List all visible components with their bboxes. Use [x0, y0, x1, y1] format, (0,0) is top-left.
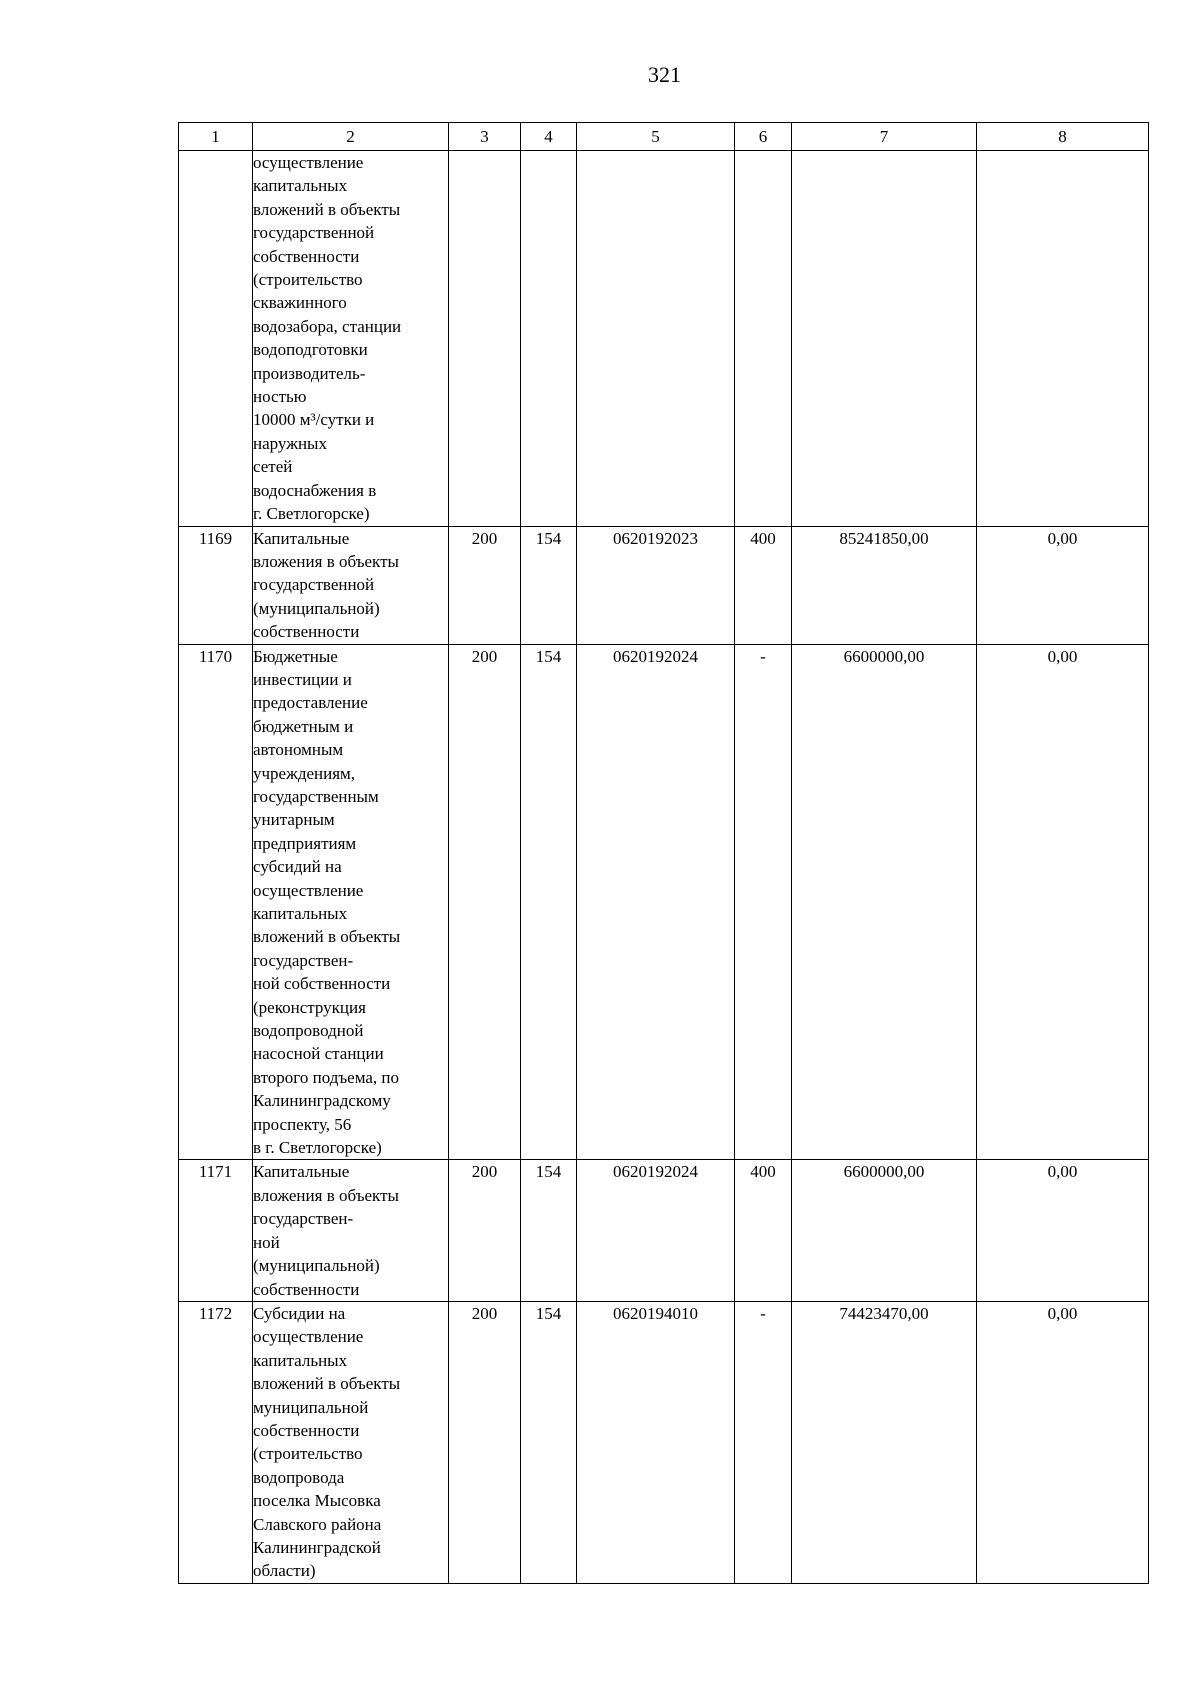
row-number-cell [179, 151, 253, 527]
table-row [179, 1301, 1149, 1583]
description-line: ной [253, 1232, 280, 1252]
description-line: собственности [253, 1420, 360, 1440]
row-description-cell [253, 151, 449, 527]
description-line: Субсидии на [253, 1303, 346, 1323]
description-line: Калининградской [253, 1537, 381, 1557]
description-line: области) [253, 1561, 316, 1581]
table-header-row [179, 123, 1149, 151]
row-col3-cell: 200 [449, 1160, 521, 1301]
row-code-cell: 0620192024 [577, 644, 735, 1160]
description-line: вложений в объекты [253, 927, 401, 947]
row-amount-cell: 74423470,00 [792, 1301, 977, 1583]
description-line: капитальных [253, 176, 348, 196]
row-amount-cell [792, 151, 977, 527]
row-col4-cell: 154 [521, 1301, 577, 1583]
description-line: (строительство [253, 270, 363, 290]
row-code-cell: 0620194010 [577, 1301, 735, 1583]
row-description-cell [253, 1160, 449, 1301]
row-number-cell: 1171 [179, 1160, 253, 1301]
description-line: государствен- [253, 1209, 354, 1229]
row-amount2-cell: 0,00 [977, 1160, 1149, 1301]
row-col3-cell: 200 [449, 644, 521, 1160]
description-line: государственным [253, 786, 379, 806]
description-line: Капитальные [253, 1162, 350, 1182]
description-line: производитель- [253, 363, 366, 383]
description-line: водозабора, станции [253, 316, 402, 336]
row-number-cell: 1172 [179, 1301, 253, 1583]
row-amount-cell: 6600000,00 [792, 644, 977, 1160]
header-col-5: 5 [577, 123, 735, 151]
description-line: вложения в объекты [253, 551, 399, 571]
row-amount2-cell [977, 151, 1149, 527]
description-line: государственной [253, 575, 375, 595]
row-number-cell: 1170 [179, 644, 253, 1160]
description-line: вложения в объекты [253, 1185, 399, 1205]
description-line: сетей [253, 457, 293, 477]
description-line: (реконструкция [253, 997, 366, 1017]
description-line: в г. Светлогорске) [253, 1138, 382, 1158]
description-line: собственности [253, 246, 360, 266]
row-amount-cell: 6600000,00 [792, 1160, 977, 1301]
description-line: учреждениям, [253, 763, 356, 783]
table-row [179, 1160, 1149, 1301]
row-expense-type-cell [735, 151, 792, 527]
row-code-cell: 0620192024 [577, 1160, 735, 1301]
row-amount-cell: 85241850,00 [792, 526, 977, 644]
description-line: водопровода [253, 1467, 345, 1487]
description-line: осуществление [253, 1327, 364, 1347]
description-line: субсидий на [253, 857, 342, 877]
header-col-8: 8 [977, 123, 1149, 151]
description-line: вложений в объекты [253, 199, 401, 219]
table-row [179, 644, 1149, 1160]
header-col-7: 7 [792, 123, 977, 151]
row-col4-cell [521, 151, 577, 527]
table-body [179, 151, 1149, 1584]
description-line: осуществление [253, 153, 364, 172]
description-line: наружных [253, 433, 327, 453]
header-col-2: 2 [253, 123, 449, 151]
description-line: (муниципальной) [253, 598, 380, 618]
description-line: государственной [253, 223, 375, 243]
budget-table [178, 122, 1149, 1584]
row-code-cell: 0620192023 [577, 526, 735, 644]
description-line: Бюджетные [253, 646, 338, 666]
description-line: капитальных [253, 1350, 348, 1370]
description-line: поселка Мысовка [253, 1491, 381, 1511]
row-expense-type-cell: - [735, 1301, 792, 1583]
row-description-cell [253, 526, 449, 644]
header-col-3: 3 [449, 123, 521, 151]
header-col-6: 6 [735, 123, 792, 151]
description-line: г. Светлогорске) [253, 504, 370, 524]
description-line: вложений в объекты [253, 1374, 401, 1394]
description-line: второго подъема, по [253, 1067, 399, 1087]
page-number: 321 [648, 62, 681, 87]
row-amount2-cell: 0,00 [977, 1301, 1149, 1583]
row-expense-type-cell: - [735, 644, 792, 1160]
row-expense-type-cell: 400 [735, 526, 792, 644]
description-line: ной собственности [253, 974, 391, 994]
row-amount2-cell: 0,00 [977, 644, 1149, 1160]
row-description-cell [253, 1301, 449, 1583]
description-line: предприятиям [253, 833, 357, 853]
row-col4-cell: 154 [521, 644, 577, 1160]
header-col-1: 1 [179, 123, 253, 151]
row-col3-cell [449, 151, 521, 527]
description-line: Калининградскому [253, 1091, 391, 1111]
row-col3-cell: 200 [449, 526, 521, 644]
description-line: предоставление [253, 693, 368, 713]
description-line: собственности [253, 1279, 360, 1299]
row-number-cell: 1169 [179, 526, 253, 644]
description-line: собственности [253, 622, 360, 642]
description-line: (муниципальной) [253, 1256, 380, 1276]
description-line: проспекту, 56 [253, 1114, 352, 1134]
row-expense-type-cell: 400 [735, 1160, 792, 1301]
row-col4-cell: 154 [521, 526, 577, 644]
description-line: Капитальные [253, 528, 350, 548]
description-line: скважинного [253, 293, 347, 313]
row-description-cell [253, 644, 449, 1160]
description-line: инвестиции и [253, 669, 352, 689]
description-line: насосной станции [253, 1044, 384, 1064]
table-row [179, 151, 1149, 527]
description-line: 10000 м³/сутки и [253, 410, 375, 430]
description-line: капитальных [253, 904, 348, 923]
description-line: водоснабжения в [253, 480, 377, 500]
description-line: водопроводной [253, 1021, 364, 1041]
description-line: муниципальной [253, 1397, 369, 1417]
row-amount2-cell: 0,00 [977, 526, 1149, 644]
row-code-cell [577, 151, 735, 527]
description-line: ностью [253, 387, 307, 407]
description-line: бюджетным и [253, 716, 354, 736]
description-line: Славского района [253, 1514, 382, 1534]
description-line: государствен- [253, 950, 354, 970]
row-col3-cell: 200 [449, 1301, 521, 1583]
header-col-4: 4 [521, 123, 577, 151]
table-row [179, 526, 1149, 644]
description-line: унитарным [253, 810, 335, 830]
description-line: осуществление [253, 880, 364, 900]
description-line: (строительство [253, 1444, 363, 1464]
row-col4-cell: 154 [521, 1160, 577, 1301]
description-line: автономным [253, 740, 344, 760]
description-line: водоподготовки [253, 340, 368, 360]
